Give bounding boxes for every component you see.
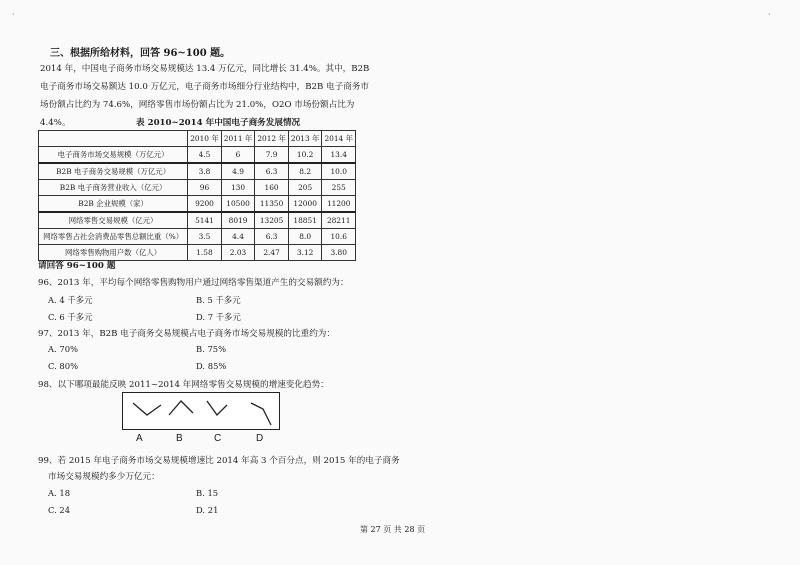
table-cell: 5141	[188, 212, 222, 229]
row-label: B2B 企业规模（家）	[39, 196, 188, 213]
q99-option-b[interactable]: B. 15	[196, 488, 219, 498]
q98-option-a[interactable]: A	[136, 433, 143, 444]
question-99-stem-cont: 市场交易规模约多少万亿元：	[48, 472, 160, 482]
table-header-row	[39, 131, 356, 147]
table-cell: 130	[221, 180, 255, 196]
section-heading: 三、根据所给材料，回答 96~100 题。	[50, 48, 231, 59]
trend-line-a	[133, 403, 161, 415]
question-98-stem: 98、以下哪项最能反映 2011~2014 年网络零售交易规模的增速变化趋势：	[38, 380, 329, 390]
table-row	[39, 163, 356, 180]
table-row	[39, 196, 356, 213]
table-cell: 6.3	[255, 229, 289, 245]
table-header: 2010 年	[188, 131, 222, 147]
table-cell: 10.0	[322, 163, 356, 180]
q97-option-b[interactable]: B. 75%	[196, 344, 227, 354]
table-cell: 28211	[322, 212, 356, 229]
trend-line-d	[251, 403, 271, 425]
table-cell: 13.4	[322, 147, 356, 164]
table-cell: 10500	[221, 196, 255, 213]
table-cell: 6	[221, 147, 255, 164]
table-cell: 6.3	[255, 163, 289, 180]
table-cell: 4.9	[221, 163, 255, 180]
table-cell: 2.03	[221, 245, 255, 261]
q99-option-c[interactable]: C. 24	[48, 505, 71, 515]
q99-option-a[interactable]: A. 18	[48, 488, 71, 498]
table-cell: 9200	[188, 196, 222, 213]
q97-option-c[interactable]: C. 80%	[48, 361, 79, 371]
corner-mark-left: ·	[12, 10, 15, 19]
table-cell: 11350	[255, 196, 289, 213]
table-row	[39, 180, 356, 196]
table-cell: 7.9	[255, 147, 289, 164]
table-cell: 4.4	[221, 229, 255, 245]
table-cell: 160	[255, 180, 289, 196]
table-caption: 表 2010~2014 年中国电子商务发展情况	[136, 118, 301, 128]
row-label: 电子商务市场交易规模（万亿元）	[39, 147, 188, 164]
table-header: 2013 年	[288, 131, 322, 147]
row-label: 网络零售交易规模（亿元）	[39, 212, 188, 229]
table-row	[39, 147, 356, 164]
q96-option-b[interactable]: B. 5 千多元	[196, 295, 241, 305]
trend-line-c	[207, 401, 227, 415]
instruction-text: 请回答 96~100 题	[38, 261, 116, 271]
table-cell: 205	[288, 180, 322, 196]
q98-option-c[interactable]: C	[214, 433, 222, 444]
table-cell: 8019	[221, 212, 255, 229]
corner-mark-right: ·	[768, 10, 771, 19]
table-header: 2011 年	[221, 131, 255, 147]
row-label: 网络零售占社会消费品零售总额比重（%）	[39, 229, 188, 245]
data-table	[38, 130, 356, 261]
table-cell: 3.80	[322, 245, 356, 261]
trend-sketches	[123, 393, 279, 429]
question-96-stem: 96、2013 年，平均每个网络零售购物用户通过网络零售渠道产生的交易额约为：	[38, 278, 349, 288]
table-cell: 3.12	[288, 245, 322, 261]
table-cell: 3.8	[188, 163, 222, 180]
trend-line-b	[169, 401, 193, 415]
table-cell: 10.2	[288, 147, 322, 164]
q96-option-c[interactable]: C. 6 千多元	[48, 312, 93, 322]
table-cell: 3.5	[188, 229, 222, 245]
table-corner	[39, 131, 188, 147]
table-header: 2014 年	[322, 131, 356, 147]
trend-options-box	[122, 392, 280, 430]
table-header: 2012 年	[255, 131, 289, 147]
table-cell: 96	[188, 180, 222, 196]
q96-option-a[interactable]: A. 4 千多元	[48, 295, 93, 305]
row-label: B2B 电子商务交易规模（万亿元）	[39, 163, 188, 180]
table-cell: 11200	[322, 196, 356, 213]
table-cell: 18851	[288, 212, 322, 229]
table-cell: 8.2	[288, 163, 322, 180]
q98-option-d[interactable]: D	[256, 433, 264, 444]
table-cell: 4.5	[188, 147, 222, 164]
table-cell: 2.47	[255, 245, 289, 261]
material-paragraph: 2014 年，中国电子商务市场交易规模达 13.4 万亿元，同比增长 31.4%。其中，B2B 电子商务市场交易额达 10.0 万亿元，电子商务市场细分行业结构中，B2B 电子商务市场份额占比约为 74.6%，网络零售市场份额占比为 21.0%，O2O 市场份额占比为 4.4%。	[40, 64, 370, 128]
table-cell: 8.0	[288, 229, 322, 245]
q96-option-d[interactable]: D. 7 千多元	[196, 312, 241, 322]
table-cell: 255	[322, 180, 356, 196]
q99-option-d[interactable]: D. 21	[196, 505, 219, 515]
q97-option-d[interactable]: D. 85%	[196, 361, 227, 371]
question-97-stem: 97、2013 年，B2B 电子商务交易规模占电子商务市场交易规模的比重约为：	[38, 329, 335, 339]
row-label: 网络零售购物用户数（亿人）	[39, 245, 188, 261]
page-footer: 第 27 页 共 28 页	[360, 525, 426, 534]
table-cell: 10.6	[322, 229, 356, 245]
table-cell: 1.58	[188, 245, 222, 261]
q97-option-a[interactable]: A. 70%	[48, 344, 78, 354]
table-row	[39, 229, 356, 245]
row-label: B2B 电子商务营业收入（亿元）	[39, 180, 188, 196]
table-cell: 12000	[288, 196, 322, 213]
table-row	[39, 212, 356, 229]
q98-option-b[interactable]: B	[176, 433, 183, 444]
table-cell: 13205	[255, 212, 289, 229]
question-99-stem: 99、若 2015 年电子商务市场交易规模增速比 2014 年高 3 个百分点，则 2015 年的电子商务	[38, 456, 400, 466]
